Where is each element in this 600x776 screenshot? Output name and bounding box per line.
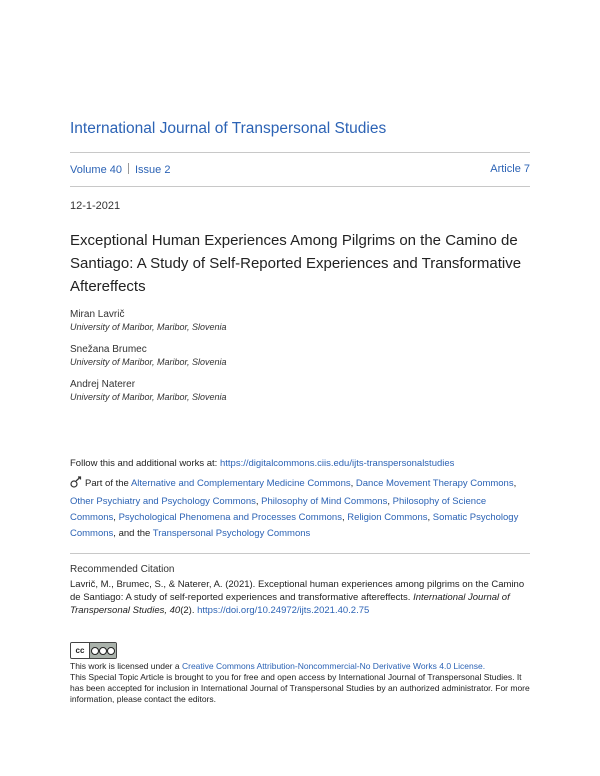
- author-affiliation: University of Maribor, Maribor, Slovenia: [70, 392, 227, 402]
- author-name: Andrej Naterer: [70, 379, 136, 390]
- citation-issue: (2).: [180, 605, 198, 616]
- license-prefix: This work is licensed under a: [70, 661, 182, 671]
- commons-link[interactable]: Religion Commons: [347, 512, 428, 523]
- license-statement: [70, 661, 535, 705]
- creative-commons-badge[interactable]: [70, 642, 117, 659]
- commons-separator: ,: [255, 496, 262, 507]
- cc-license-icons: [90, 643, 116, 658]
- author-block: [70, 308, 227, 334]
- author-affiliation: University of Maribor, Maribor, Slovenia: [70, 322, 227, 332]
- commons-separator: ,: [341, 512, 348, 523]
- header-divider-top: [70, 152, 530, 153]
- author-block: [70, 343, 227, 369]
- noncommercial-icon: [99, 647, 107, 655]
- author-affiliation: University of Maribor, Maribor, Slovenia: [70, 357, 227, 367]
- no-derivatives-icon: [107, 647, 115, 655]
- recommended-citation-heading: Recommended Citation: [70, 564, 175, 575]
- commons-link[interactable]: Somatic Psychology Commons: [70, 512, 519, 539]
- article-link[interactable]: Article 7: [490, 163, 530, 175]
- commons-link[interactable]: Other Psychiatry and Psychology Commons: [70, 496, 256, 507]
- commons-link[interactable]: Alternative and Complementary Medicine Commons: [130, 478, 351, 489]
- commons-link[interactable]: Dance Movement Therapy Commons: [355, 478, 514, 489]
- commons-list: [70, 476, 530, 542]
- volume-link[interactable]: Volume 40: [70, 164, 122, 176]
- author-block: [70, 378, 227, 404]
- volume-issue-row: [70, 163, 530, 176]
- follow-prefix: Follow this and additional works at:: [70, 458, 220, 469]
- commons-link[interactable]: Philosophy of Mind Commons: [261, 496, 388, 507]
- citation-journal: International Journal of Transpersonal Studies, 40: [70, 592, 510, 616]
- repository-link[interactable]: https://digitalcommons.ciis.edu/ijts-transpersonalstudies: [219, 458, 455, 469]
- cc-logo-icon: cc: [71, 643, 90, 658]
- commons-prefix: Part of the: [85, 478, 131, 489]
- issue-link[interactable]: Issue 2: [134, 164, 171, 176]
- follow-line: [70, 458, 454, 469]
- header-divider-bottom: [70, 186, 530, 187]
- commons-separator: ,: [387, 496, 393, 507]
- commons-separator: ,: [513, 478, 517, 489]
- attribution-icon: [91, 647, 99, 655]
- commons-separator: ,: [350, 478, 356, 489]
- open-access-icon: [70, 476, 82, 494]
- citation-text: Lavrič, M., Brumec, S., & Naterer, A. (2021). Exceptional human experiences among pilgrims on the Camino de Santiago: A study of self-reported experiences and transformative aftereffects.: [70, 579, 525, 603]
- paper-title: Exceptional Human Experiences Among Pilgrims on the Camino de Santiago: A Study of Self-Reported Experiences and Transformative Aftereffects: [70, 232, 522, 295]
- commons-separator: ,: [113, 512, 119, 523]
- commons-link[interactable]: Transpersonal Psychology Commons: [152, 528, 311, 539]
- publication-date: 12-1-2021: [70, 200, 121, 212]
- commons-link[interactable]: Philosophy of Science Commons: [70, 496, 487, 523]
- license-link[interactable]: Creative Commons Attribution-Noncommercial-No Derivative Works 4.0 License.: [181, 661, 486, 671]
- commons-and: , and the: [113, 528, 153, 539]
- commons-separator: ,: [427, 512, 433, 523]
- recommended-citation: [70, 578, 530, 617]
- volume-issue-separator: [128, 163, 129, 174]
- commons-link[interactable]: Psychological Phenomena and Processes Commons: [118, 512, 342, 523]
- doi-link[interactable]: https://doi.org/10.24972/ijts.2021.40.2.75: [197, 605, 370, 616]
- citation-divider: [70, 553, 530, 554]
- author-name: Miran Lavrič: [70, 309, 125, 320]
- journal-title[interactable]: International Journal of Transpersonal Studies: [70, 120, 387, 137]
- license-body: This Special Topic Article is brought to you for free and open access by International Journal of Transpersonal Studies. It has been accepted for inclusion in International Journal of Transpersonal Studies by an authorized administrator. For more information, please contact the editors.: [70, 672, 530, 704]
- author-name: Snežana Brumec: [70, 344, 147, 355]
